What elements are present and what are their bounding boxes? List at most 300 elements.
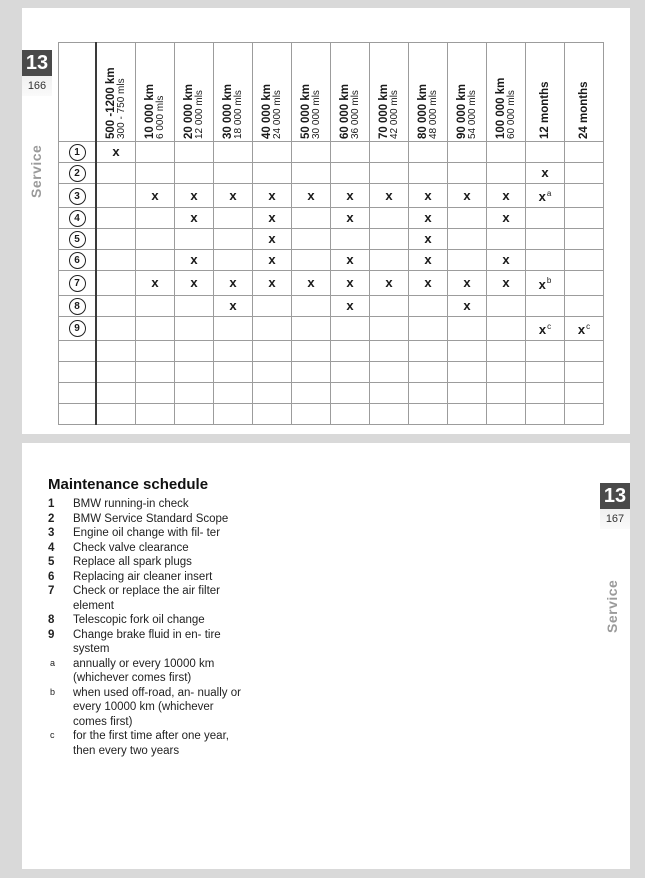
- schedule-cell: [487, 295, 526, 316]
- service-mark: x: [346, 252, 354, 268]
- schedule-cell: [331, 208, 370, 229]
- page-number: 167: [600, 509, 630, 529]
- page-title: Maintenance schedule: [48, 476, 209, 493]
- service-mark: x: [424, 274, 432, 290]
- schedule-cell: [370, 382, 409, 403]
- footnote-mark: a: [50, 657, 56, 668]
- circled-number: 9: [69, 320, 86, 337]
- schedule-cell: [409, 250, 448, 271]
- item-number: 6: [48, 570, 55, 583]
- schedule-cell: [409, 229, 448, 250]
- schedule-cell: [526, 208, 565, 229]
- schedule-cell: [409, 142, 448, 163]
- interval-km-label: 10 000 km: [144, 84, 156, 139]
- schedule-cell: [96, 142, 136, 163]
- row-number-cell: [59, 295, 97, 316]
- item-text: Replacing air cleaner insert: [73, 570, 213, 583]
- schedule-cell: [175, 250, 214, 271]
- interval-miles-label: 12 000 mls: [194, 90, 205, 139]
- schedule-cell: [526, 295, 565, 316]
- item-number: 2: [48, 512, 55, 525]
- list-item: [48, 497, 248, 512]
- table-row: [59, 361, 604, 382]
- item-text: BMW Service Standard Scope: [73, 512, 229, 525]
- schedule-cell: [136, 361, 175, 382]
- interval-miles-label: 18 000 mls: [233, 90, 244, 139]
- list-item: [48, 555, 248, 570]
- item-text: Check valve clearance: [73, 541, 189, 554]
- interval-header: [487, 43, 526, 142]
- footnote-mark: b: [50, 686, 56, 697]
- schedule-cell: [253, 208, 292, 229]
- service-mark: x: [424, 187, 432, 203]
- service-mark: x: [268, 252, 276, 268]
- interval-miles-label: 6 000 mls: [155, 95, 166, 139]
- row-number-cell: [59, 163, 97, 184]
- item-text: Change brake fluid in en- tire system: [73, 628, 221, 655]
- service-mark: x: [151, 187, 159, 203]
- schedule-cell: [96, 295, 136, 316]
- schedule-cell: [175, 271, 214, 295]
- row-number-cell: [59, 403, 97, 424]
- service-mark: x: [229, 187, 237, 203]
- schedule-cell: [214, 229, 253, 250]
- circled-number: 5: [69, 231, 86, 248]
- footnote-ref: c: [586, 321, 591, 331]
- schedule-cell: [448, 250, 487, 271]
- circled-number: 8: [69, 298, 86, 315]
- schedule-cell: [331, 295, 370, 316]
- interval-km-label: 500 -1200 km: [105, 67, 117, 139]
- table-row: [59, 163, 604, 184]
- service-mark: x: [463, 187, 471, 203]
- list-item: [48, 526, 248, 541]
- schedule-cell: [253, 295, 292, 316]
- schedule-cell: [565, 295, 604, 316]
- list-item: [48, 584, 248, 613]
- schedule-cell: [175, 208, 214, 229]
- schedule-cell: [409, 403, 448, 424]
- schedule-cell: [136, 382, 175, 403]
- service-mark: x: [424, 231, 432, 247]
- service-mark: $x^b$: [538, 276, 552, 292]
- schedule-cell: [253, 340, 292, 361]
- schedule-cell: [409, 163, 448, 184]
- schedule-cell: [370, 208, 409, 229]
- interval-header: [565, 43, 604, 142]
- schedule-cell: [448, 271, 487, 295]
- schedule-cell: [487, 229, 526, 250]
- schedule-cell: [331, 229, 370, 250]
- row-number-cell: [59, 340, 97, 361]
- schedule-cell: [136, 316, 175, 340]
- schedule-cell: [292, 229, 331, 250]
- interval-km-label: 12 months: [539, 81, 551, 139]
- service-mark: x: [346, 210, 354, 226]
- schedule-cell: [526, 184, 565, 208]
- service-mark: x: [502, 210, 510, 226]
- schedule-cell: [409, 382, 448, 403]
- schedule-cell: [487, 142, 526, 163]
- schedule-cell: [331, 382, 370, 403]
- service-mark: $x^c$: [538, 321, 552, 337]
- schedule-cell: [253, 361, 292, 382]
- schedule-cell: [175, 229, 214, 250]
- list-item: [48, 570, 248, 585]
- table-row: [59, 316, 604, 340]
- schedule-cell: [96, 250, 136, 271]
- schedule-cell: [214, 184, 253, 208]
- schedule-cell: [409, 361, 448, 382]
- table-row: [59, 271, 604, 295]
- table-row: [59, 340, 604, 361]
- circled-number: 4: [69, 210, 86, 227]
- chapter-tab-right: [600, 483, 630, 529]
- service-mark: x: [307, 274, 315, 290]
- schedule-cell: [136, 208, 175, 229]
- row-number-cell: [59, 250, 97, 271]
- schedule-cell: [292, 163, 331, 184]
- schedule-cell: [253, 142, 292, 163]
- interval-header: [175, 43, 214, 142]
- schedule-cell: [214, 382, 253, 403]
- schedule-cell: [136, 229, 175, 250]
- interval-km-label: 60 000 km: [339, 84, 351, 139]
- footnote-ref: c: [547, 321, 552, 331]
- schedule-cell: [292, 271, 331, 295]
- service-mark: x: [190, 252, 198, 268]
- schedule-cell: [331, 142, 370, 163]
- footnote-item: [48, 729, 248, 758]
- interval-miles-label: 48 000 mls: [428, 90, 439, 139]
- schedule-cell: [253, 382, 292, 403]
- item-number: 7: [48, 585, 55, 597]
- interval-km-label: 24 months: [578, 81, 590, 139]
- schedule-cell: [565, 382, 604, 403]
- schedule-cell: [487, 340, 526, 361]
- schedule-cell: [253, 229, 292, 250]
- table-header-row: [59, 43, 604, 142]
- item-text: Replace all spark plugs: [73, 556, 192, 568]
- footnote-text: annually or every 10000 km (whichever comes first): [73, 657, 215, 684]
- header-empty-cell: [59, 43, 97, 142]
- service-mark: x: [268, 187, 276, 203]
- schedule-cell: [214, 250, 253, 271]
- schedule-cell: [526, 382, 565, 403]
- service-mark: x: [268, 274, 276, 290]
- list-item: [48, 613, 248, 628]
- schedule-cell: [370, 163, 409, 184]
- table-row: [59, 184, 604, 208]
- schedule-cell: [96, 163, 136, 184]
- service-mark: x: [190, 187, 198, 203]
- service-mark: x: [268, 210, 276, 226]
- interval-km-label: 80 000 km: [417, 84, 429, 139]
- schedule-cell: [526, 340, 565, 361]
- service-mark: x: [346, 297, 354, 313]
- interval-km-label: 50 000 km: [300, 84, 312, 139]
- schedule-cell: [526, 142, 565, 163]
- item-text: Telescopic fork oil change: [73, 614, 205, 626]
- schedule-cell: [331, 340, 370, 361]
- footnote-text: for the first time after one year, then every two years: [73, 730, 229, 757]
- schedule-cell: [214, 142, 253, 163]
- page-167: [22, 443, 630, 869]
- service-mark: x: [190, 274, 198, 290]
- service-mark: x: [385, 274, 393, 290]
- schedule-cell: [96, 271, 136, 295]
- footnote-ref: b: [546, 276, 552, 286]
- schedule-cell: [136, 295, 175, 316]
- page-166: [22, 8, 630, 434]
- schedule-cell: [136, 271, 175, 295]
- schedule-cell: [331, 163, 370, 184]
- schedule-cell: [526, 163, 565, 184]
- schedule-cell: [214, 271, 253, 295]
- schedule-cell: [409, 184, 448, 208]
- service-mark: x: [190, 210, 198, 226]
- schedule-cell: [292, 295, 331, 316]
- interval-header: [136, 43, 175, 142]
- schedule-cell: [526, 316, 565, 340]
- schedule-cell: [565, 340, 604, 361]
- interval-miles-label: 54 000 mls: [467, 90, 478, 139]
- interval-km-label: 70 000 km: [378, 84, 390, 139]
- schedule-cell: [565, 361, 604, 382]
- schedule-cell: [292, 382, 331, 403]
- service-mark: $x^a$: [538, 189, 552, 205]
- schedule-cell: [565, 163, 604, 184]
- schedule-cell: [331, 403, 370, 424]
- item-text: BMW running-in check: [73, 498, 189, 510]
- schedule-cell: [370, 295, 409, 316]
- schedule-cell: [526, 250, 565, 271]
- service-mark: x: [385, 187, 393, 203]
- row-number-cell: [59, 142, 97, 163]
- schedule-cell: [292, 208, 331, 229]
- chapter-tab-left: [22, 50, 52, 96]
- schedule-cell: [448, 403, 487, 424]
- schedule-cell: [370, 142, 409, 163]
- service-mark: x: [424, 210, 432, 226]
- interval-header: [448, 43, 487, 142]
- schedule-cell: [565, 403, 604, 424]
- list-item: [48, 512, 248, 527]
- row-number-cell: [59, 382, 97, 403]
- item-text: Engine oil change with fil- ter: [73, 527, 221, 539]
- schedule-cell: [487, 208, 526, 229]
- schedule-cell: [565, 142, 604, 163]
- footnote-item: [48, 657, 248, 686]
- schedule-cell: [487, 403, 526, 424]
- schedule-cell: [96, 229, 136, 250]
- schedule-cell: [136, 250, 175, 271]
- interval-km-label: 90 000 km: [456, 84, 468, 139]
- interval-header: [370, 43, 409, 142]
- item-number: 4: [48, 541, 55, 554]
- chapter-number: 13: [600, 483, 630, 509]
- schedule-cell: [448, 163, 487, 184]
- interval-km-label: 30 000 km: [222, 84, 234, 139]
- schedule-cell: [370, 403, 409, 424]
- maintenance-item-list: [48, 497, 248, 758]
- schedule-cell: [96, 361, 136, 382]
- schedule-cell: [448, 142, 487, 163]
- schedule-cell: [526, 403, 565, 424]
- schedule-cell: [448, 208, 487, 229]
- schedule-cell: [175, 184, 214, 208]
- item-number: 9: [48, 628, 55, 641]
- schedule-cell: [370, 250, 409, 271]
- schedule-cell: [175, 142, 214, 163]
- service-mark: $x^c$: [577, 321, 591, 337]
- schedule-cell: [448, 340, 487, 361]
- table-row: [59, 142, 604, 163]
- schedule-cell: [487, 382, 526, 403]
- schedule-cell: [136, 163, 175, 184]
- interval-header: [253, 43, 292, 142]
- schedule-cell: [331, 271, 370, 295]
- schedule-cell: [253, 163, 292, 184]
- schedule-cell: [175, 382, 214, 403]
- item-number: 8: [48, 614, 55, 626]
- schedule-cell: [214, 340, 253, 361]
- interval-km-label: 100 000 km: [495, 77, 507, 139]
- schedule-cell: [214, 295, 253, 316]
- interval-km-label: 40 000 km: [261, 84, 273, 139]
- schedule-cell: [526, 229, 565, 250]
- list-item: [48, 541, 248, 556]
- schedule-cell: [214, 403, 253, 424]
- schedule-cell: [292, 361, 331, 382]
- schedule-cell: [448, 382, 487, 403]
- interval-header: [526, 43, 565, 142]
- section-label: Service: [604, 579, 620, 633]
- service-mark: x: [541, 165, 549, 180]
- page-number: 166: [22, 76, 52, 96]
- schedule-cell: [136, 403, 175, 424]
- list-item: [48, 628, 248, 657]
- footnote-ref: a: [546, 189, 552, 198]
- schedule-cell: [175, 361, 214, 382]
- schedule-cell: [565, 208, 604, 229]
- schedule-cell: [409, 316, 448, 340]
- schedule-cell: [448, 184, 487, 208]
- schedule-cell: [292, 250, 331, 271]
- schedule-cell: [214, 361, 253, 382]
- schedule-cell: [292, 340, 331, 361]
- schedule-cell: [487, 184, 526, 208]
- service-mark: x: [229, 297, 237, 313]
- schedule-cell: [370, 316, 409, 340]
- schedule-cell: [136, 184, 175, 208]
- schedule-cell: [96, 208, 136, 229]
- footnote-text: when used off-road, an- nually or every 10000 km (whichever comes first): [73, 686, 241, 728]
- interval-header: [292, 43, 331, 142]
- chapter-number: 13: [22, 50, 52, 76]
- schedule-cell: [292, 403, 331, 424]
- schedule-cell: [448, 295, 487, 316]
- service-mark: x: [463, 297, 471, 313]
- schedule-cell: [487, 163, 526, 184]
- footnote-mark: c: [50, 730, 55, 740]
- schedule-cell: [96, 316, 136, 340]
- service-mark: x: [112, 144, 120, 159]
- schedule-cell: [292, 142, 331, 163]
- schedule-cell: [409, 340, 448, 361]
- schedule-cell: [409, 208, 448, 229]
- schedule-cell: [175, 295, 214, 316]
- circled-number: 2: [69, 165, 86, 182]
- maintenance-schedule-table: [58, 42, 604, 425]
- schedule-cell: [214, 163, 253, 184]
- schedule-cell: [96, 382, 136, 403]
- service-mark: x: [502, 274, 510, 290]
- table-row: [59, 208, 604, 229]
- row-number-cell: [59, 271, 97, 295]
- schedule-cell: [175, 340, 214, 361]
- schedule-cell: [136, 340, 175, 361]
- service-mark: x: [424, 252, 432, 268]
- item-number: 1: [48, 498, 55, 510]
- service-mark: x: [502, 187, 510, 203]
- table-row: [59, 403, 604, 424]
- interval-km-label: 20 000 km: [183, 84, 195, 139]
- interval-miles-label: 24 000 mls: [272, 90, 283, 139]
- service-mark: x: [346, 274, 354, 290]
- table-row: [59, 382, 604, 403]
- schedule-cell: [331, 184, 370, 208]
- schedule-cell: [448, 229, 487, 250]
- schedule-cell: [565, 229, 604, 250]
- schedule-cell: [487, 271, 526, 295]
- item-number: 3: [48, 527, 55, 539]
- row-number-cell: [59, 229, 97, 250]
- schedule-cell: [175, 163, 214, 184]
- service-mark: x: [502, 252, 510, 268]
- item-number: 5: [48, 556, 55, 568]
- service-mark: x: [268, 231, 276, 247]
- schedule-cell: [487, 250, 526, 271]
- table-row: [59, 295, 604, 316]
- section-label: Service: [28, 144, 44, 198]
- schedule-cell: [331, 250, 370, 271]
- schedule-cell: [370, 184, 409, 208]
- interval-header: [96, 43, 136, 142]
- service-mark: x: [307, 187, 315, 203]
- interval-miles-label: 30 000 mls: [311, 90, 322, 139]
- circled-number: 3: [69, 188, 86, 205]
- circled-number: 7: [69, 275, 86, 292]
- schedule-cell: [409, 271, 448, 295]
- schedule-cell: [253, 250, 292, 271]
- schedule-cell: [409, 295, 448, 316]
- schedule-cell: [253, 316, 292, 340]
- schedule-cell: [253, 403, 292, 424]
- service-mark: x: [229, 274, 237, 290]
- row-number-cell: [59, 316, 97, 340]
- service-mark: x: [463, 274, 471, 290]
- schedule-cell: [292, 316, 331, 340]
- service-mark: x: [151, 274, 159, 290]
- circled-number: 1: [69, 144, 86, 161]
- schedule-cell: [565, 316, 604, 340]
- schedule-cell: [370, 361, 409, 382]
- schedule-cell: [253, 271, 292, 295]
- row-number-cell: [59, 208, 97, 229]
- schedule-cell: [448, 361, 487, 382]
- circled-number: 6: [69, 252, 86, 269]
